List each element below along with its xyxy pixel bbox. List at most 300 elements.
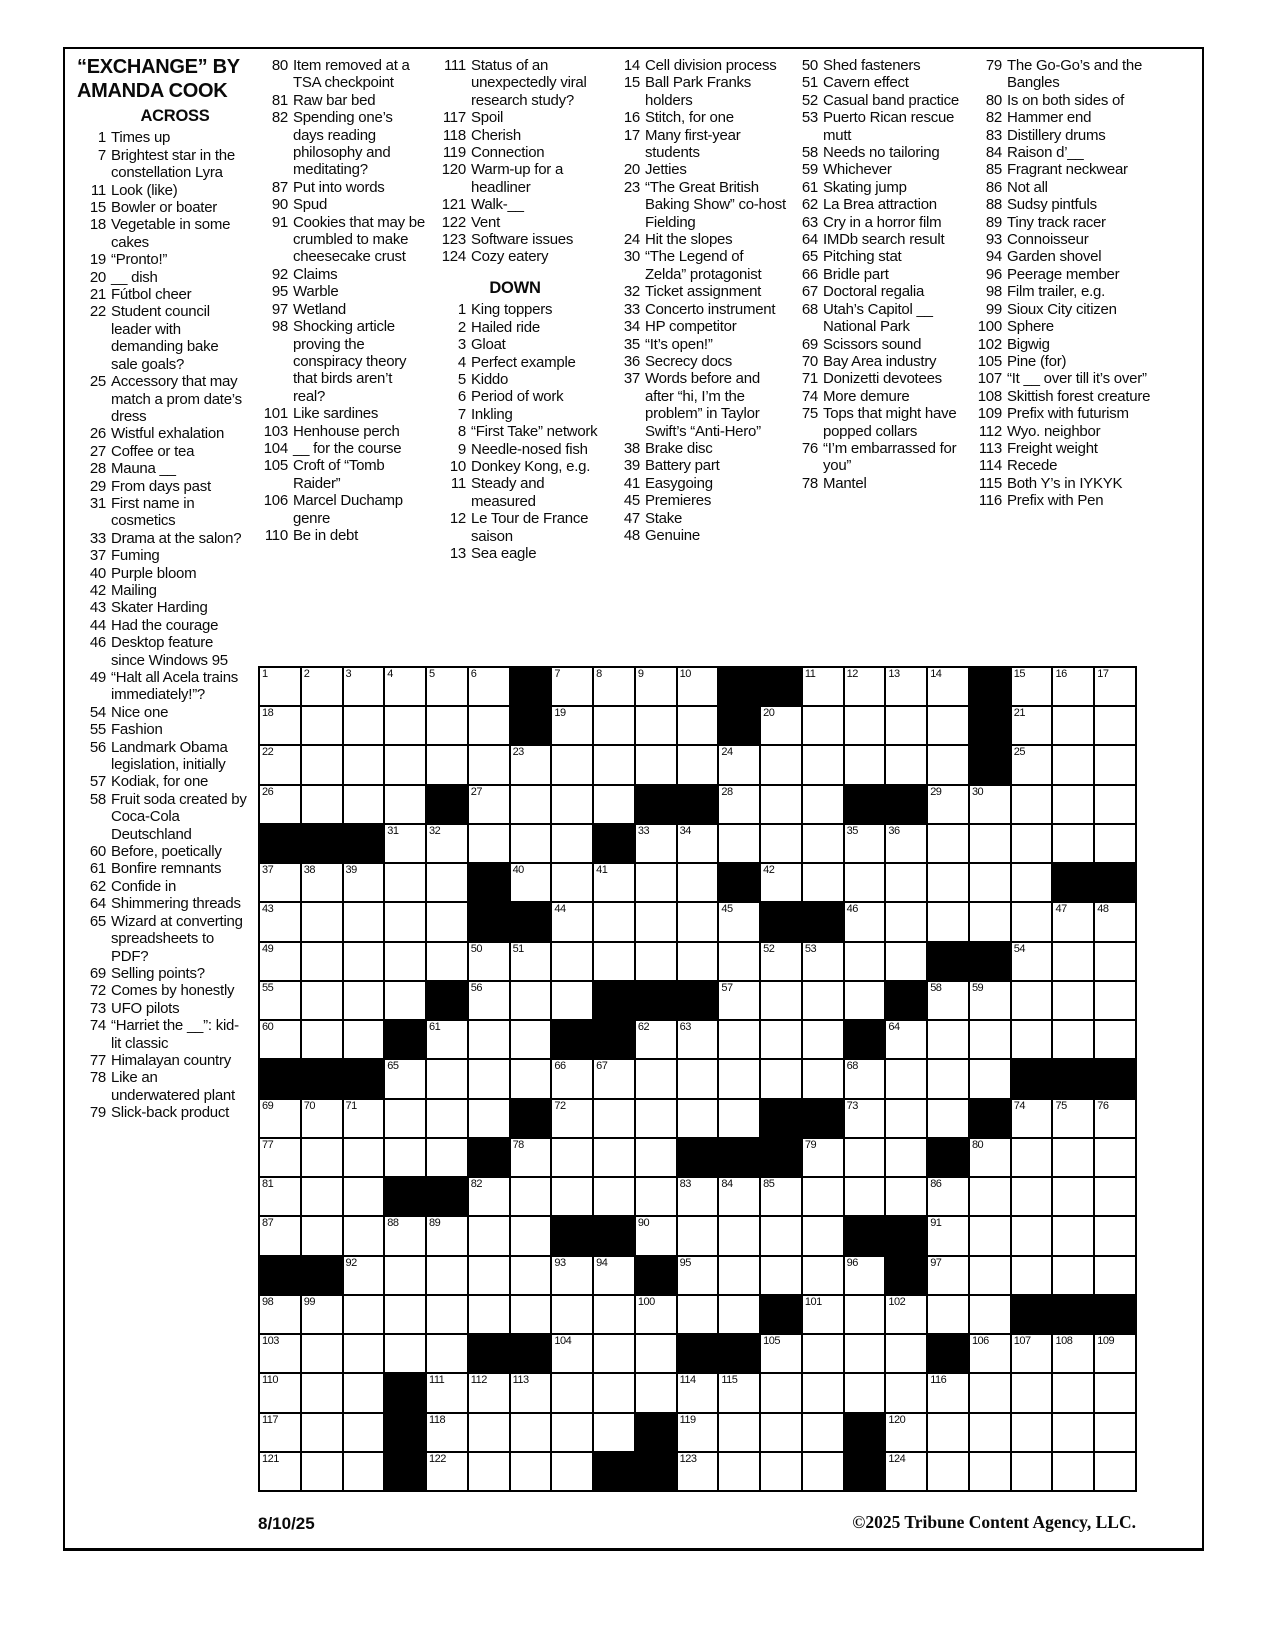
grid-cell-white[interactable]: [468, 981, 510, 1020]
grid-cell-white[interactable]: [760, 1177, 802, 1216]
grid-cell-white[interactable]: [635, 667, 677, 706]
grid-cell-white[interactable]: [426, 1256, 468, 1295]
grid-cell-white[interactable]: [343, 1413, 385, 1452]
grid-cell-white[interactable]: [718, 1020, 760, 1059]
grid-cell-white[interactable]: [301, 745, 343, 784]
grid-cell-white[interactable]: [760, 1059, 802, 1098]
grid-cell-white[interactable]: [1094, 1256, 1136, 1295]
grid-cell-white[interactable]: [885, 1295, 927, 1334]
grid-cell-white[interactable]: [510, 745, 552, 784]
grid-cell-white[interactable]: [802, 981, 844, 1020]
grid-cell-white[interactable]: [1094, 981, 1136, 1020]
grid-cell-white[interactable]: [969, 1216, 1011, 1255]
grid-cell-white[interactable]: [593, 745, 635, 784]
grid-cell-white[interactable]: [343, 942, 385, 981]
grid-cell-white[interactable]: [343, 785, 385, 824]
grid-cell-white[interactable]: [677, 1059, 719, 1098]
grid-cell-white[interactable]: [969, 1256, 1011, 1295]
grid-cell-white[interactable]: [718, 1373, 760, 1412]
grid-cell-white[interactable]: [677, 902, 719, 941]
grid-cell-white[interactable]: [760, 863, 802, 902]
grid-cell-white[interactable]: [677, 1452, 719, 1491]
grid-cell-white[interactable]: [844, 1059, 886, 1098]
grid-cell-white[interactable]: [927, 1256, 969, 1295]
grid-cell-white[interactable]: [802, 1373, 844, 1412]
grid-cell-white[interactable]: [551, 1177, 593, 1216]
grid-cell-white[interactable]: [885, 863, 927, 902]
grid-cell-white[interactable]: [343, 981, 385, 1020]
grid-cell-white[interactable]: [635, 1138, 677, 1177]
grid-cell-white[interactable]: [1094, 1099, 1136, 1138]
grid-cell-white[interactable]: [760, 1334, 802, 1373]
grid-cell-white[interactable]: [677, 745, 719, 784]
grid-cell-white[interactable]: [844, 1295, 886, 1334]
grid-cell-white[interactable]: [718, 1059, 760, 1098]
grid-cell-white[interactable]: [885, 1373, 927, 1412]
grid-cell-white[interactable]: [677, 1295, 719, 1334]
grid-cell-white[interactable]: [551, 745, 593, 784]
grid-cell-white[interactable]: [1094, 1334, 1136, 1373]
grid-cell-white[interactable]: [844, 1138, 886, 1177]
grid-cell-white[interactable]: [468, 1020, 510, 1059]
grid-cell-white[interactable]: [426, 1216, 468, 1255]
grid-cell-white[interactable]: [426, 1020, 468, 1059]
grid-cell-white[interactable]: [259, 745, 301, 784]
grid-cell-white[interactable]: [259, 902, 301, 941]
grid-cell-white[interactable]: [468, 745, 510, 784]
grid-cell-white[interactable]: [510, 1020, 552, 1059]
grid-cell-white[interactable]: [677, 863, 719, 902]
grid-cell-white[interactable]: [635, 1020, 677, 1059]
grid-cell-white[interactable]: [551, 824, 593, 863]
grid-cell-white[interactable]: [802, 706, 844, 745]
grid-cell-white[interactable]: [426, 902, 468, 941]
grid-cell-white[interactable]: [301, 1373, 343, 1412]
grid-cell-white[interactable]: [969, 824, 1011, 863]
grid-cell-white[interactable]: [927, 706, 969, 745]
grid-cell-white[interactable]: [1011, 1020, 1053, 1059]
grid-cell-white[interactable]: [927, 785, 969, 824]
grid-cell-white[interactable]: [1052, 745, 1094, 784]
grid-cell-white[interactable]: [301, 706, 343, 745]
grid-cell-white[interactable]: [1094, 667, 1136, 706]
grid-cell-white[interactable]: [551, 1295, 593, 1334]
grid-cell-white[interactable]: [802, 863, 844, 902]
grid-cell-white[interactable]: [635, 1295, 677, 1334]
grid-cell-white[interactable]: [1094, 745, 1136, 784]
grid-cell-white[interactable]: [885, 824, 927, 863]
grid-cell-white[interactable]: [343, 1099, 385, 1138]
grid-cell-white[interactable]: [343, 745, 385, 784]
grid-cell-white[interactable]: [426, 1059, 468, 1098]
grid-cell-white[interactable]: [760, 1256, 802, 1295]
grid-cell-white[interactable]: [718, 1295, 760, 1334]
grid-cell-white[interactable]: [593, 863, 635, 902]
grid-cell-white[interactable]: [301, 667, 343, 706]
grid-cell-white[interactable]: [301, 1020, 343, 1059]
grid-cell-white[interactable]: [468, 1373, 510, 1412]
grid-cell-white[interactable]: [1052, 1138, 1094, 1177]
grid-cell-white[interactable]: [844, 1256, 886, 1295]
grid-cell-white[interactable]: [259, 1373, 301, 1412]
grid-cell-white[interactable]: [593, 902, 635, 941]
grid-cell-white[interactable]: [927, 667, 969, 706]
grid-cell-white[interactable]: [1052, 785, 1094, 824]
grid-cell-white[interactable]: [844, 1177, 886, 1216]
grid-cell-white[interactable]: [760, 1373, 802, 1412]
grid-cell-white[interactable]: [301, 1216, 343, 1255]
grid-cell-white[interactable]: [301, 863, 343, 902]
grid-cell-white[interactable]: [593, 1334, 635, 1373]
grid-cell-white[interactable]: [301, 1138, 343, 1177]
grid-cell-white[interactable]: [969, 1413, 1011, 1452]
grid-cell-white[interactable]: [1052, 1256, 1094, 1295]
grid-cell-white[interactable]: [426, 1295, 468, 1334]
grid-cell-white[interactable]: [551, 667, 593, 706]
grid-cell-white[interactable]: [885, 1059, 927, 1098]
grid-cell-white[interactable]: [927, 902, 969, 941]
grid-cell-white[interactable]: [1011, 863, 1053, 902]
grid-cell-white[interactable]: [718, 745, 760, 784]
grid-cell-white[interactable]: [259, 706, 301, 745]
grid-cell-white[interactable]: [593, 785, 635, 824]
grid-cell-white[interactable]: [551, 942, 593, 981]
grid-cell-white[interactable]: [551, 1373, 593, 1412]
grid-cell-white[interactable]: [635, 863, 677, 902]
grid-cell-white[interactable]: [1011, 785, 1053, 824]
grid-cell-white[interactable]: [384, 902, 426, 941]
grid-cell-white[interactable]: [635, 1334, 677, 1373]
grid-cell-white[interactable]: [384, 1138, 426, 1177]
grid-cell-white[interactable]: [927, 1020, 969, 1059]
grid-cell-white[interactable]: [259, 1099, 301, 1138]
grid-cell-white[interactable]: [343, 1256, 385, 1295]
grid-cell-white[interactable]: [1011, 981, 1053, 1020]
grid-cell-white[interactable]: [468, 1452, 510, 1491]
grid-cell-white[interactable]: [468, 824, 510, 863]
grid-cell-white[interactable]: [969, 1452, 1011, 1491]
grid-cell-white[interactable]: [927, 1373, 969, 1412]
grid-cell-white[interactable]: [551, 1138, 593, 1177]
grid-cell-white[interactable]: [551, 1334, 593, 1373]
grid-cell-white[interactable]: [468, 1216, 510, 1255]
grid-cell-white[interactable]: [677, 1413, 719, 1452]
grid-cell-white[interactable]: [259, 1138, 301, 1177]
grid-cell-white[interactable]: [844, 1373, 886, 1412]
grid-cell-white[interactable]: [718, 1413, 760, 1452]
grid-cell-white[interactable]: [510, 824, 552, 863]
grid-cell-white[interactable]: [635, 1099, 677, 1138]
grid-cell-white[interactable]: [426, 863, 468, 902]
grid-cell-white[interactable]: [593, 1256, 635, 1295]
grid-cell-white[interactable]: [718, 1256, 760, 1295]
grid-cell-white[interactable]: [677, 824, 719, 863]
grid-cell-white[interactable]: [760, 785, 802, 824]
grid-cell-white[interactable]: [885, 1177, 927, 1216]
grid-cell-white[interactable]: [343, 706, 385, 745]
grid-cell-white[interactable]: [301, 785, 343, 824]
grid-cell-white[interactable]: [426, 1334, 468, 1373]
grid-cell-white[interactable]: [551, 1413, 593, 1452]
grid-cell-white[interactable]: [635, 824, 677, 863]
grid-cell-white[interactable]: [468, 785, 510, 824]
grid-cell-white[interactable]: [259, 981, 301, 1020]
grid-cell-white[interactable]: [384, 942, 426, 981]
grid-cell-white[interactable]: [927, 1295, 969, 1334]
grid-cell-white[interactable]: [927, 1413, 969, 1452]
grid-cell-white[interactable]: [343, 863, 385, 902]
grid-cell-white[interactable]: [802, 1413, 844, 1452]
grid-cell-white[interactable]: [426, 1373, 468, 1412]
grid-cell-white[interactable]: [718, 902, 760, 941]
grid-cell-white[interactable]: [551, 1059, 593, 1098]
grid-cell-white[interactable]: [384, 1256, 426, 1295]
grid-cell-white[interactable]: [677, 1020, 719, 1059]
grid-cell-white[interactable]: [343, 1334, 385, 1373]
grid-cell-white[interactable]: [802, 1216, 844, 1255]
grid-cell-white[interactable]: [384, 745, 426, 784]
grid-cell-white[interactable]: [384, 706, 426, 745]
grid-cell-white[interactable]: [844, 706, 886, 745]
grid-cell-white[interactable]: [426, 942, 468, 981]
grid-cell-white[interactable]: [1094, 1216, 1136, 1255]
grid-cell-white[interactable]: [885, 1138, 927, 1177]
grid-cell-white[interactable]: [802, 667, 844, 706]
grid-cell-white[interactable]: [384, 785, 426, 824]
grid-cell-white[interactable]: [802, 1177, 844, 1216]
grid-cell-white[interactable]: [718, 1452, 760, 1491]
grid-cell-white[interactable]: [426, 824, 468, 863]
grid-cell-white[interactable]: [510, 1373, 552, 1412]
grid-cell-white[interactable]: [969, 1295, 1011, 1334]
grid-cell-white[interactable]: [1094, 902, 1136, 941]
grid-cell-white[interactable]: [844, 667, 886, 706]
grid-cell-white[interactable]: [593, 1295, 635, 1334]
grid-cell-white[interactable]: [510, 1216, 552, 1255]
grid-cell-white[interactable]: [802, 1138, 844, 1177]
grid-cell-white[interactable]: [510, 863, 552, 902]
grid-cell-white[interactable]: [635, 902, 677, 941]
grid-cell-white[interactable]: [259, 1413, 301, 1452]
grid-cell-white[interactable]: [551, 1452, 593, 1491]
grid-cell-white[interactable]: [677, 942, 719, 981]
grid-cell-white[interactable]: [343, 667, 385, 706]
grid-cell-white[interactable]: [677, 1099, 719, 1138]
grid-cell-white[interactable]: [802, 785, 844, 824]
grid-cell-white[interactable]: [718, 942, 760, 981]
grid-cell-white[interactable]: [384, 863, 426, 902]
grid-cell-white[interactable]: [1011, 824, 1053, 863]
grid-cell-white[interactable]: [510, 785, 552, 824]
grid-cell-white[interactable]: [1052, 1099, 1094, 1138]
grid-cell-white[interactable]: [969, 981, 1011, 1020]
grid-cell-white[interactable]: [510, 1059, 552, 1098]
grid-cell-white[interactable]: [426, 1138, 468, 1177]
grid-cell-white[interactable]: [343, 1452, 385, 1491]
grid-cell-white[interactable]: [802, 1334, 844, 1373]
grid-cell-white[interactable]: [1052, 706, 1094, 745]
grid-cell-white[interactable]: [1052, 1334, 1094, 1373]
grid-cell-white[interactable]: [677, 667, 719, 706]
grid-cell-white[interactable]: [1094, 1020, 1136, 1059]
grid-cell-white[interactable]: [510, 1452, 552, 1491]
grid-cell-white[interactable]: [802, 1020, 844, 1059]
grid-cell-white[interactable]: [844, 824, 886, 863]
grid-cell-white[interactable]: [259, 1295, 301, 1334]
grid-cell-white[interactable]: [343, 1020, 385, 1059]
grid-cell-white[interactable]: [301, 1334, 343, 1373]
grid-cell-white[interactable]: [551, 1099, 593, 1138]
grid-cell-white[interactable]: [718, 981, 760, 1020]
grid-cell-white[interactable]: [677, 1216, 719, 1255]
grid-cell-white[interactable]: [1094, 942, 1136, 981]
grid-cell-white[interactable]: [510, 1256, 552, 1295]
grid-cell-white[interactable]: [384, 1059, 426, 1098]
grid-cell-white[interactable]: [760, 824, 802, 863]
grid-cell-white[interactable]: [1011, 1413, 1053, 1452]
grid-cell-white[interactable]: [969, 902, 1011, 941]
grid-cell-white[interactable]: [1011, 942, 1053, 981]
grid-cell-white[interactable]: [593, 1138, 635, 1177]
grid-cell-white[interactable]: [259, 785, 301, 824]
grid-cell-white[interactable]: [1094, 824, 1136, 863]
grid-cell-white[interactable]: [468, 1099, 510, 1138]
grid-cell-white[interactable]: [1094, 1177, 1136, 1216]
grid-cell-white[interactable]: [1011, 1452, 1053, 1491]
grid-cell-white[interactable]: [635, 1373, 677, 1412]
grid-cell-white[interactable]: [593, 1059, 635, 1098]
grid-cell-white[interactable]: [677, 1177, 719, 1216]
grid-cell-white[interactable]: [384, 981, 426, 1020]
grid-cell-white[interactable]: [384, 824, 426, 863]
grid-cell-white[interactable]: [760, 1452, 802, 1491]
grid-cell-white[interactable]: [551, 785, 593, 824]
grid-cell-white[interactable]: [551, 1256, 593, 1295]
grid-cell-white[interactable]: [426, 1452, 468, 1491]
grid-cell-white[interactable]: [301, 942, 343, 981]
grid-cell-white[interactable]: [301, 981, 343, 1020]
grid-cell-white[interactable]: [760, 942, 802, 981]
grid-cell-white[interactable]: [259, 1334, 301, 1373]
grid-cell-white[interactable]: [1011, 706, 1053, 745]
grid-cell-white[interactable]: [1094, 1452, 1136, 1491]
grid-cell-white[interactable]: [1094, 1138, 1136, 1177]
grid-cell-white[interactable]: [301, 1099, 343, 1138]
grid-cell-white[interactable]: [510, 981, 552, 1020]
grid-cell-white[interactable]: [844, 981, 886, 1020]
grid-cell-white[interactable]: [802, 1295, 844, 1334]
grid-cell-white[interactable]: [593, 1413, 635, 1452]
grid-cell-white[interactable]: [343, 902, 385, 941]
grid-cell-white[interactable]: [593, 942, 635, 981]
grid-cell-white[interactable]: [718, 1177, 760, 1216]
grid-cell-white[interactable]: [635, 1216, 677, 1255]
grid-cell-white[interactable]: [969, 1020, 1011, 1059]
grid-cell-white[interactable]: [1011, 1334, 1053, 1373]
grid-cell-white[interactable]: [718, 785, 760, 824]
grid-cell-white[interactable]: [384, 1099, 426, 1138]
grid-cell-white[interactable]: [677, 1373, 719, 1412]
grid-cell-white[interactable]: [885, 667, 927, 706]
grid-cell-white[interactable]: [593, 1177, 635, 1216]
grid-cell-white[interactable]: [844, 1334, 886, 1373]
grid-cell-white[interactable]: [885, 1452, 927, 1491]
grid-cell-white[interactable]: [343, 1138, 385, 1177]
grid-cell-white[interactable]: [426, 1099, 468, 1138]
grid-cell-white[interactable]: [1011, 1138, 1053, 1177]
grid-cell-white[interactable]: [343, 1177, 385, 1216]
grid-cell-white[interactable]: [1011, 667, 1053, 706]
grid-cell-white[interactable]: [635, 942, 677, 981]
grid-cell-white[interactable]: [1052, 1413, 1094, 1452]
grid-cell-white[interactable]: [259, 942, 301, 981]
grid-cell-white[interactable]: [468, 1256, 510, 1295]
grid-cell-white[interactable]: [844, 902, 886, 941]
grid-cell-white[interactable]: [635, 1177, 677, 1216]
grid-cell-white[interactable]: [593, 667, 635, 706]
grid-cell-white[interactable]: [468, 1295, 510, 1334]
grid-cell-white[interactable]: [885, 1334, 927, 1373]
grid-cell-white[interactable]: [510, 1413, 552, 1452]
grid-cell-white[interactable]: [885, 745, 927, 784]
grid-cell-white[interactable]: [927, 824, 969, 863]
grid-cell-white[interactable]: [844, 1099, 886, 1138]
grid-cell-white[interactable]: [969, 1334, 1011, 1373]
grid-cell-white[interactable]: [384, 1334, 426, 1373]
grid-cell-white[interactable]: [259, 1020, 301, 1059]
grid-cell-white[interactable]: [301, 1177, 343, 1216]
grid-cell-white[interactable]: [384, 1216, 426, 1255]
grid-cell-white[interactable]: [1011, 1216, 1053, 1255]
grid-cell-white[interactable]: [259, 863, 301, 902]
grid-cell-white[interactable]: [802, 745, 844, 784]
grid-cell-white[interactable]: [885, 942, 927, 981]
grid-cell-white[interactable]: [426, 667, 468, 706]
grid-cell-white[interactable]: [969, 1059, 1011, 1098]
grid-cell-white[interactable]: [969, 863, 1011, 902]
grid-cell-white[interactable]: [426, 706, 468, 745]
grid-cell-white[interactable]: [802, 1452, 844, 1491]
grid-cell-white[interactable]: [885, 902, 927, 941]
grid-cell-white[interactable]: [468, 706, 510, 745]
grid-cell-white[interactable]: [760, 706, 802, 745]
grid-cell-white[interactable]: [384, 1295, 426, 1334]
grid-cell-white[interactable]: [1011, 745, 1053, 784]
grid-cell-white[interactable]: [1011, 1256, 1053, 1295]
grid-cell-white[interactable]: [1052, 1020, 1094, 1059]
grid-cell-white[interactable]: [885, 1413, 927, 1452]
grid-cell-white[interactable]: [593, 1099, 635, 1138]
grid-cell-white[interactable]: [1094, 785, 1136, 824]
grid-cell-white[interactable]: [1052, 981, 1094, 1020]
grid-cell-white[interactable]: [927, 863, 969, 902]
grid-cell-white[interactable]: [844, 942, 886, 981]
grid-cell-white[interactable]: [635, 706, 677, 745]
grid-cell-white[interactable]: [1052, 1452, 1094, 1491]
grid-cell-white[interactable]: [1052, 902, 1094, 941]
grid-cell-white[interactable]: [1011, 902, 1053, 941]
grid-cell-white[interactable]: [885, 706, 927, 745]
grid-cell-white[interactable]: [551, 706, 593, 745]
grid-cell-white[interactable]: [718, 1099, 760, 1138]
grid-cell-white[interactable]: [1052, 824, 1094, 863]
grid-cell-white[interactable]: [1094, 1413, 1136, 1452]
grid-cell-white[interactable]: [1052, 942, 1094, 981]
grid-cell-white[interactable]: [844, 863, 886, 902]
grid-cell-white[interactable]: [969, 785, 1011, 824]
grid-cell-white[interactable]: [969, 1177, 1011, 1216]
grid-cell-white[interactable]: [343, 1216, 385, 1255]
